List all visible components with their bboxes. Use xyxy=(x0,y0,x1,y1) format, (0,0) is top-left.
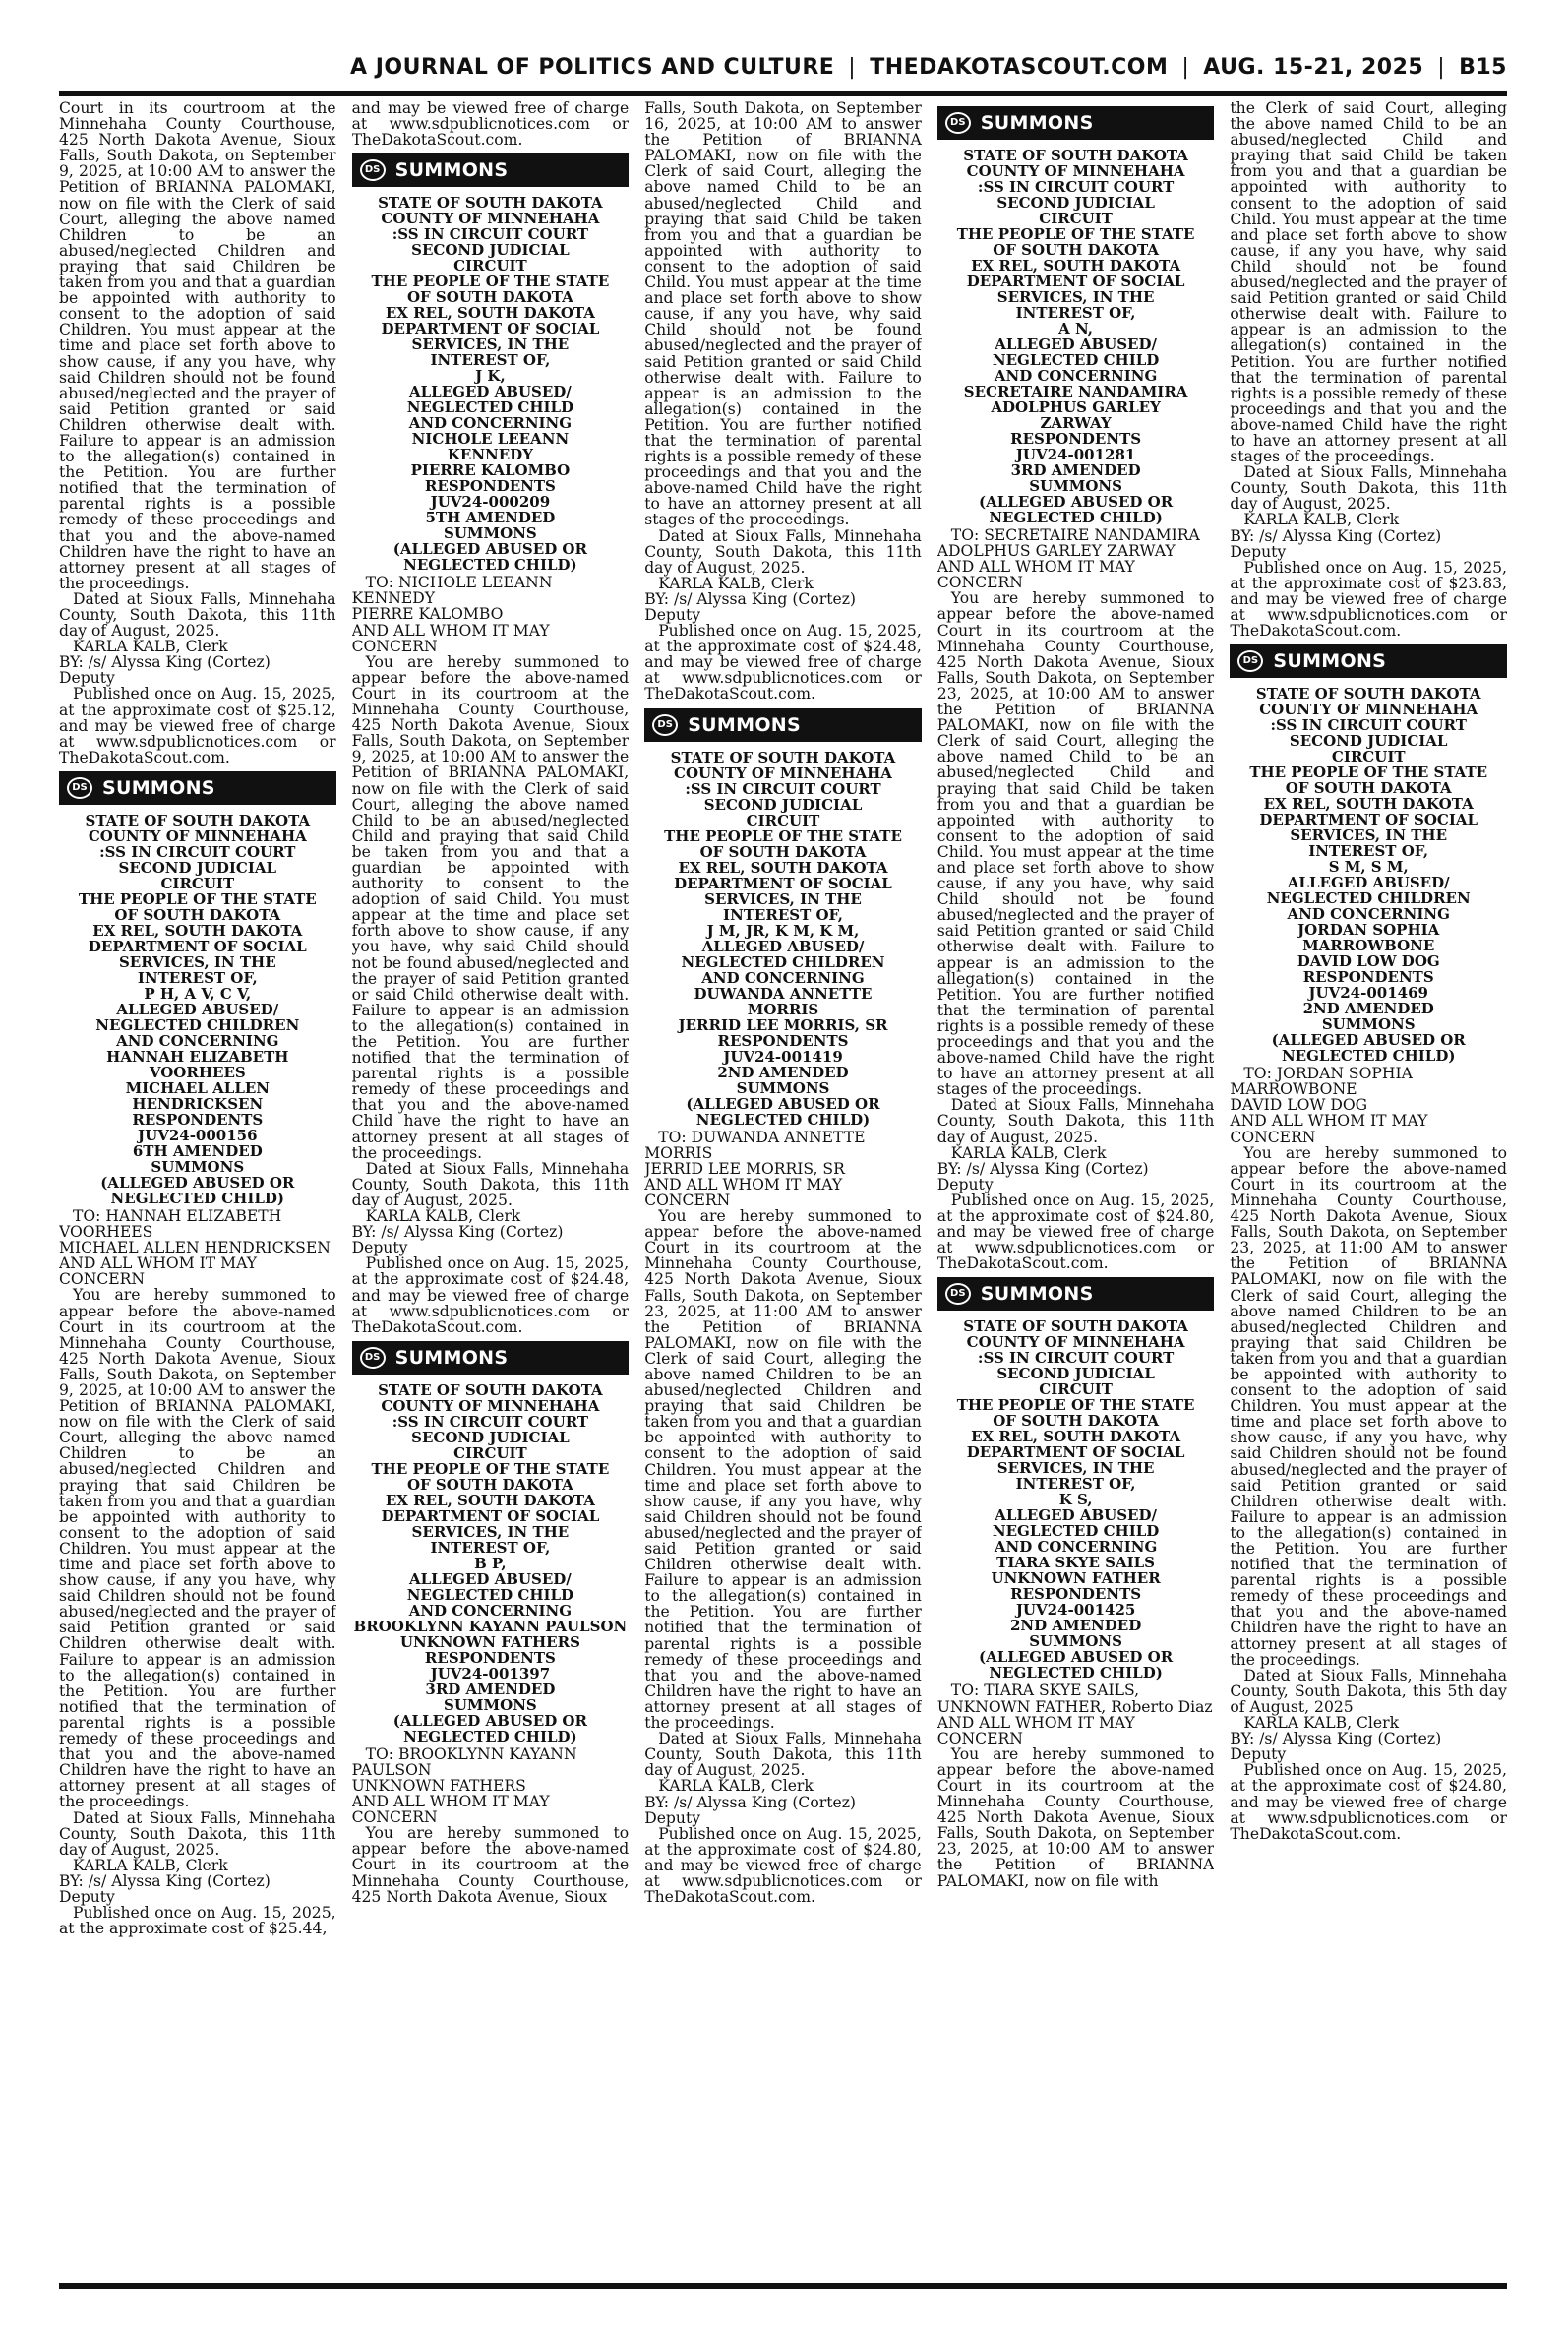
summons-header xyxy=(937,106,1215,140)
case-caption: STATE OF SOUTH DAKOTA COUNTY OF MINNEHAHA :SS IN CIRCUIT COURT SECOND JUDICIAL CIRCUIT THE PEOPLE OF THE STATE OF SOUTH DAKOTA EX REL, SOUTH DAKOTA DEPARTMENT OF SOCIAL SERVICES, IN THE INTEREST OF, K S, ALLEGED ABUSED/ NEGLECTED CHILD AND CONCERNING TIARA SKYE SAILS UNKNOWN FATHER RESPONDENTS JUV24-001425 2ND AMENDED SUMMONS (ALLEGED ABUSED OR NEGLECTED CHILD) xyxy=(956,1317,1195,1683)
dakota-scout-logo-icon: DS xyxy=(360,159,386,181)
notice-paragraph: the Clerk of said Court, alleging the above named Child to be an abused/neglected Child and praying that said Child be taken from you and that a guardian be appointed with authority to consent to the adoption of said Child. You must appear at the time and place set forth above to show cause, if any you have, why said Child should not be found abused/neglected and the prayer of said Petition granted or said Child otherwise dealt with. Failure to appear is an admission to the allegation(s) contained in the Petition. You are further notified that the termination of parental rights is a possible remedy of these proceedings and that you and the above-named Child have the right to have an attorney present at all stages of the proceedings. xyxy=(1230,100,1507,466)
bottom-rule xyxy=(59,2283,1507,2289)
notice-paragraph: Dated at Sioux Falls, Minnehaha County, South Dakota, this 11th day of August, 2025. xyxy=(936,1096,1215,1146)
notice-paragraph: Dated at Sioux Falls, Minnehaha County, South Dakota, this 11th day of August, 2025. xyxy=(644,1730,922,1780)
notice-paragraph: Published once on Aug. 15, 2025, at the approximate cost of $24.80, and may be viewed free of charge at www.sdpublicnotices.com or TheDakotaScout.com. xyxy=(1230,1761,1507,1843)
notice-block: KARLA KALB, Clerk BY: /s/ Alyssa King (Cortez) Deputy xyxy=(59,1856,271,1906)
notice-paragraph: Dated at Sioux Falls, Minnehaha County, South Dakota, this 11th day of August, 2025. xyxy=(1230,463,1507,514)
notice-paragraph: Published once on Aug. 15, 2025, at the approximate cost of $24.48, and may be viewed free of charge at www.sdpublicnotices.com or TheDakotaScout.com. xyxy=(351,1254,630,1336)
notice-paragraph: You are hereby summoned to appear before the above-named Court in its courtroom at the Minnehaha County Courthouse, 425 North Dakota Avenue, Sioux Falls, South Dakota, on September 9, 2025, at 10:00 AM to answer the Petition of BRIANNA PALOMAKI, now on file with the Clerk of said Court, alleging the above named Child to be an abused/neglected Child and praying that said Child be taken from you and that a guardian be appointed with authority to consent to the adoption of said Child. You must appear at the time and place set forth above to show cause, if any you have, why said Child should not be found abused/neglected and the prayer of said Petition granted or said Child otherwise dealt with. Failure to appear is an admission to the allegation(s) contained in the Petition. You are further notified that the termination of parental rights is a possible remedy of these proceedings and that you and the above-named Child have the right to have an attorney present at all stages of the proceedings. xyxy=(351,652,630,1162)
notice-paragraph: Dated at Sioux Falls, Minnehaha County, South Dakota, this 11th day of August, 2025. xyxy=(59,1808,336,1859)
column-5 xyxy=(1230,100,1507,2275)
notice-paragraph: Falls, South Dakota, on September 16, 2025, at 10:00 AM to answer the Petition of BRIANNA PALOMAKI, now on file with the Clerk of said Court, alleging the above named Child to be an abused/neglected Child and praying that said Child be taken from you and that a guardian be appointed with authority to consent to the adoption of said Child. You must appear at the time and place set forth above to show cause, if any you have, why said Child should not be found abused/neglected and the prayer of said Petition granted or said Child otherwise dealt with. Failure to appear is an admission to the allegation(s) contained in the Petition. You are further notified that the termination of parental rights is a possible remedy of these proceedings and that you and the above-named Child have the right to have an attorney present at all stages of the proceedings. xyxy=(644,100,922,529)
notice-block: KARLA KALB, Clerk BY: /s/ Alyssa King (Cortez) Deputy xyxy=(351,1207,564,1257)
notice-paragraph: Published once on Aug. 15, 2025, at the approximate cost of $25.44, xyxy=(59,1904,336,1938)
dakota-scout-logo-icon: DS xyxy=(652,714,678,736)
summons-title: SUMMONS xyxy=(980,1283,1094,1306)
case-caption: STATE OF SOUTH DAKOTA COUNTY OF MINNEHAHA :SS IN CIRCUIT COURT SECOND JUDICIAL CIRCUIT THE PEOPLE OF THE STATE OF SOUTH DAKOTA EX REL, SOUTH DAKOTA DEPARTMENT OF SOCIAL SERVICES, IN THE INTEREST OF, B P, ALLEGED ABUSED/ NEGLECTED CHILD AND CONCERNING BROOKLYNN KAYANN PAULSON UNKNOWN FATHERS RESPONDENTS JUV24-001397 3RD AMENDED SUMMONS (ALLEGED ABUSED OR NEGLECTED CHILD) xyxy=(353,1380,628,1745)
notice-paragraph: Published once on Aug. 15, 2025, at the approximate cost of $24.48, and may be viewed free of charge at www.sdpublicnotices.com or TheDakotaScout.com. xyxy=(644,622,922,704)
column-2 xyxy=(352,100,630,2275)
issue-dates: AUG. 15-21, 2025 xyxy=(1203,54,1424,80)
summons-header xyxy=(352,1341,630,1375)
notice-paragraph: Dated at Sioux Falls, Minnehaha County, South Dakota, this 11th day of August, 2025. xyxy=(351,1159,630,1209)
summons-header xyxy=(352,153,630,187)
notice-block: KARLA KALB, Clerk BY: /s/ Alyssa King (Cortez) Deputy xyxy=(1230,511,1442,561)
notice-paragraph: Published once on Aug. 15, 2025, at the approximate cost of $23.83, and may be viewed free of charge at www.sdpublicnotices.com or TheDakotaScout.com. xyxy=(1230,558,1507,641)
notice-block: TO: BROOKLYNN KAYANN PAULSON UNKNOWN FATHERS AND ALL WHOM IT MAY CONCERN xyxy=(351,1744,577,1827)
top-rule xyxy=(59,91,1507,96)
notice-block: TO: JORDAN SOPHIA MARROWBONE DAVID LOW DOG AND ALL WHOM IT MAY CONCERN xyxy=(1230,1065,1428,1146)
summons-header xyxy=(1230,644,1507,678)
case-caption: STATE OF SOUTH DAKOTA COUNTY OF MINNEHAHA :SS IN CIRCUIT COURT SECOND JUDICIAL CIRCUIT THE PEOPLE OF THE STATE OF SOUTH DAKOTA EX REL, SOUTH DAKOTA DEPARTMENT OF SOCIAL SERVICES, IN THE INTEREST OF, J K, ALLEGED ABUSED/ NEGLECTED CHILD AND CONCERNING NICHOLE LEEANN KENNEDY PIERRE KALOMBO RESPONDENTS JUV24-000209 5TH AMENDED SUMMONS (ALLEGED ABUSED OR NEGLECTED CHILD) xyxy=(371,194,610,575)
notice-paragraph: You are hereby summoned to appear before the above-named Court in its courtroom at the Minnehaha County Courthouse, 425 North Dakota Avenue, Sioux Falls, South Dakota, on September 23, 2025, at 11:00 AM to answer the Petition of BRIANNA PALOMAKI, now on file with the Clerk of said Court, alleging the above named Children to be an abused/neglected Children and praying that said Children be taken from you and that a guardian be appointed with authority to consent to the adoption of said Children. You must appear at the time and place set forth above to show cause, if any you have, why said Children should not be found abused/neglected and the prayer of said Petition granted or said Children otherwise dealt with. Failure to appear is an admission to the allegation(s) contained in the Petition. You are further notified that the termination of parental rights is a possible remedy of these proceedings and that you and the above-named Children have the right to have an attorney present at all stages of the proceedings. xyxy=(644,1207,922,1733)
notice-block: KARLA KALB, Clerk BY: /s/ Alyssa King (Cortez) Deputy xyxy=(59,638,271,688)
case-caption: STATE OF SOUTH DAKOTA COUNTY OF MINNEHAHA :SS IN CIRCUIT COURT SECOND JUDICIAL CIRCUIT THE PEOPLE OF THE STATE OF SOUTH DAKOTA EX REL, SOUTH DAKOTA DEPARTMENT OF SOCIAL SERVICES, IN THE INTEREST OF, P H, A V, C V, ALLEGED ABUSED/ NEGLECTED CHILDREN AND CONCERNING HANNAH ELIZABETH VOORHEES MICHAEL ALLEN HENDRICKSEN RESPONDENTS JUV24-000156 6TH AMENDED SUMMONS (ALLEGED ABUSED OR NEGLECTED CHILD) xyxy=(78,811,317,1207)
notice-block: TO: HANNAH ELIZABETH VOORHEES MICHAEL ALLEN HENDRICKSEN AND ALL WHOM IT MAY CONCERN xyxy=(59,1206,331,1289)
notice-block: KARLA KALB, Clerk BY: /s/ Alyssa King (Cortez) Deputy xyxy=(644,1777,857,1827)
dakota-scout-logo-icon: DS xyxy=(67,777,92,799)
case-caption: STATE OF SOUTH DAKOTA COUNTY OF MINNEHAHA :SS IN CIRCUIT COURT SECOND JUDICIAL CIRCUIT THE PEOPLE OF THE STATE OF SOUTH DAKOTA EX REL, SOUTH DAKOTA DEPARTMENT OF SOCIAL SERVICES, IN THE INTEREST OF, A N, ALLEGED ABUSED/ NEGLECTED CHILD AND CONCERNING SECRETAIRE NANDAMIRA ADOLPHUS GARLEY ZARWAY RESPONDENTS JUV24-001281 3RD AMENDED SUMMONS (ALLEGED ABUSED OR NEGLECTED CHILD) xyxy=(956,147,1195,526)
dakota-scout-logo-icon: DS xyxy=(360,1347,386,1369)
masthead xyxy=(59,49,1507,85)
column-3 xyxy=(644,100,922,2275)
summons-header xyxy=(59,771,336,805)
notice-paragraph: You are hereby summoned to appear before the above-named Court in its courtroom at the Minnehaha County Courthouse, 425 North Dakota Avenue, Sioux Falls, South Dakota, on September 23, 2025, at 10:00 AM to answer the Petition of BRIANNA PALOMAKI, now on file with the Clerk of said Court, alleging the above named Child to be an abused/neglected Child and praying that said Child be taken from you and that a guardian be appointed with authority to consent to the adoption of said Child. You must appear at the time and place set forth above to show cause, if any you have, why said Child should not be found abused/neglected and the prayer of said Petition granted or said Child otherwise dealt with. Failure to appear is an admission to the allegation(s) contained in the Petition. You are further notified that the termination of parental rights is a possible remedy of these proceedings and that you and the above-named Child have the right to have an attorney present at all stages of the proceedings. xyxy=(936,589,1215,1099)
summons-title: SUMMONS xyxy=(980,111,1094,134)
journal-tagline: A JOURNAL OF POLITICS AND CULTURE xyxy=(350,54,835,80)
column-4 xyxy=(937,100,1215,2275)
notice-paragraph: Dated at Sioux Falls, Minnehaha County, South Dakota, this 11th day of August, 2025. xyxy=(644,526,922,577)
notice-block: KARLA KALB, Clerk BY: /s/ Alyssa King (Cortez) Deputy xyxy=(644,574,857,624)
notice-block: KARLA KALB, Clerk BY: /s/ Alyssa King (Cortez) Deputy xyxy=(936,1143,1149,1193)
summons-header xyxy=(644,708,922,742)
summons-header xyxy=(937,1277,1215,1311)
notice-paragraph: Court in its courtroom at the Minnehaha County Courthouse, 425 North Dakota Avenue, Sioux Falls, South Dakota, on September 9, 2025, at 10:00 AM to answer the Petition of BRIANNA PALOMAKI, now on file with the Clerk of said Court, alleging the above named Children to be an abused/neglected Children and praying that said Children be taken from you and that a guardian be appointed with authority to consent to the adoption of said Children. You must appear at the time and place set forth above to show cause, if any you have, why said Children should not be found abused/neglected and the prayer of said Petition granted or said Children otherwise dealt with. Failure to appear is an admission to the allegation(s) contained in the Petition. You are further notified that the termination of parental rights is a possible remedy of these proceedings and that you and the above-named Children have the right to have an attorney present at all stages of the proceedings. xyxy=(59,100,336,592)
site-url[interactable]: THEDAKOTASCOUT.COM xyxy=(870,54,1169,80)
page-number: B15 xyxy=(1459,54,1507,80)
notice-paragraph: You are hereby summoned to appear before the above-named Court in its courtroom at the Minnehaha County Courthouse, 425 North Dakota Avenue, Sioux Falls, South Dakota, on September 9, 2025, at 10:00 AM to answer the Petition of BRIANNA PALOMAKI, now on file with the Clerk of said Court, alleging the above named Children to be an abused/neglected Children and praying that said Children be taken from you and that a guardian be appointed with authority to consent to the adoption of said Children. You must appear at the time and place set forth above to show cause, if any you have, why said Children should not be found abused/neglected and the prayer of said Petition granted or said Children otherwise dealt with. Failure to appear is an admission to the allegation(s) contained in the Petition. You are further notified that the termination of parental rights is a possible remedy of these proceedings and that you and the above-named Children have the right to have an attorney present at all stages of the proceedings. xyxy=(59,1286,336,1811)
notice-block: TO: SECRETAIRE NANDAMIRA ADOLPHUS GARLEY ZARWAY AND ALL WHOM IT MAY CONCERN xyxy=(936,526,1200,592)
notice-block: TO: NICHOLE LEEANN KENNEDY PIERRE KALOMBO AND ALL WHOM IT MAY CONCERN xyxy=(351,574,553,655)
column-1 xyxy=(59,100,336,2275)
summons-title: SUMMONS xyxy=(1273,650,1387,673)
masthead-separator: | xyxy=(848,54,857,80)
case-caption: STATE OF SOUTH DAKOTA COUNTY OF MINNEHAHA :SS IN CIRCUIT COURT SECOND JUDICIAL CIRCUIT THE PEOPLE OF THE STATE OF SOUTH DAKOTA EX REL, SOUTH DAKOTA DEPARTMENT OF SOCIAL SERVICES, IN THE INTEREST OF, S M, S M, ALLEGED ABUSED/ NEGLECTED CHILDREN AND CONCERNING JORDAN SOPHIA MARROWBONE DAVID LOW DOG RESPONDENTS JUV24-001469 2ND AMENDED SUMMONS (ALLEGED ABUSED OR NEGLECTED CHILD) xyxy=(1249,685,1488,1066)
notice-block: KARLA KALB, Clerk BY: /s/ Alyssa King (Cortez) Deputy xyxy=(1230,1714,1442,1764)
summons-title: SUMMONS xyxy=(394,1346,509,1369)
dakota-scout-logo-icon: DS xyxy=(945,1283,971,1305)
notice-paragraph: You are hereby summoned to appear before the above-named Court in its courtroom at the Minnehaha County Courthouse, 425 North Dakota Avenue, Sioux Falls, South Dakota, on September 23, 2025, at 11:00 AM to answer the Petition of BRIANNA PALOMAKI, now on file with the Clerk of said Court, alleging the above named Children to be an abused/neglected Children and praying that said Children be taken from you and that a guardian be appointed with authority to consent to the adoption of said Children. You must appear at the time and place set forth above to show cause, if any you have, why said Children should not be found abused/neglected and the prayer of said Petition granted or said Children otherwise dealt with. Failure to appear is an admission to the allegation(s) contained in the Petition. You are further notified that the termination of parental rights is a possible remedy of these proceedings and that you and the above-named Children have the right to have an attorney present at all stages of the proceedings. xyxy=(1230,1143,1507,1669)
notice-paragraph: You are hereby summoned to appear before the above-named Court in its courtroom at the Minnehaha County Courthouse, 425 North Dakota Avenue, Sioux xyxy=(351,1824,630,1906)
notice-paragraph: You are hereby summoned to appear before the above-named Court in its courtroom at the Minnehaha County Courthouse, 425 North Dakota Avenue, Sioux Falls, South Dakota, on September 23, 2025, at 10:00 AM to answer the Petition of BRIANNA PALOMAKI, now on file with xyxy=(936,1744,1215,1890)
masthead-separator: | xyxy=(1181,54,1190,80)
notice-paragraph: and may be viewed free of charge at www.sdpublicnotices.com or TheDakotaScout.com. xyxy=(351,100,630,150)
notice-paragraph: Published once on Aug. 15, 2025, at the approximate cost of $25.12, and may be viewed free of charge at www.sdpublicnotices.com or TheDakotaScout.com. xyxy=(59,685,336,766)
notice-paragraph: Published once on Aug. 15, 2025, at the approximate cost of $24.80, and may be viewed free of charge at www.sdpublicnotices.com or TheDakotaScout.com. xyxy=(644,1824,922,1907)
summons-title: SUMMONS xyxy=(394,159,509,182)
notice-block: TO: TIARA SKYE SAILS, UNKNOWN FATHER, Roberto Diaz AND ALL WHOM IT MAY CONCERN xyxy=(936,1682,1213,1747)
masthead-separator: | xyxy=(1437,54,1446,80)
notice-paragraph: Dated at Sioux Falls, Minnehaha County, South Dakota, this 5th day of August, 2025 xyxy=(1230,1666,1507,1716)
case-caption: STATE OF SOUTH DAKOTA COUNTY OF MINNEHAHA :SS IN CIRCUIT COURT SECOND JUDICIAL CIRCUIT THE PEOPLE OF THE STATE OF SOUTH DAKOTA EX REL, SOUTH DAKOTA DEPARTMENT OF SOCIAL SERVICES, IN THE INTEREST OF, J M, JR, K M, K M, ALLEGED ABUSED/ NEGLECTED CHILDREN AND CONCERNING DUWANDA ANNETTE MORRIS JERRID LEE MORRIS, SR RESPONDENTS JUV24-001419 2ND AMENDED SUMMONS (ALLEGED ABUSED OR NEGLECTED CHILD) xyxy=(664,748,902,1129)
dakota-scout-logo-icon: DS xyxy=(1237,650,1263,672)
summons-title: SUMMONS xyxy=(688,713,801,736)
summons-title: SUMMONS xyxy=(102,776,215,799)
notice-block: TO: DUWANDA ANNETTE MORRIS JERRID LEE MORRIS, SR AND ALL WHOM IT MAY CONCERN xyxy=(644,1128,866,1209)
notice-paragraph: Published once on Aug. 15, 2025, at the approximate cost of $24.80, and may be viewed free of charge at www.sdpublicnotices.com or TheDakotaScout.com. xyxy=(936,1191,1215,1273)
notice-paragraph: Dated at Sioux Falls, Minnehaha County, South Dakota, this 11th day of August, 2025. xyxy=(59,589,336,641)
dakota-scout-logo-icon: DS xyxy=(945,112,971,134)
notice-columns xyxy=(59,100,1507,2275)
